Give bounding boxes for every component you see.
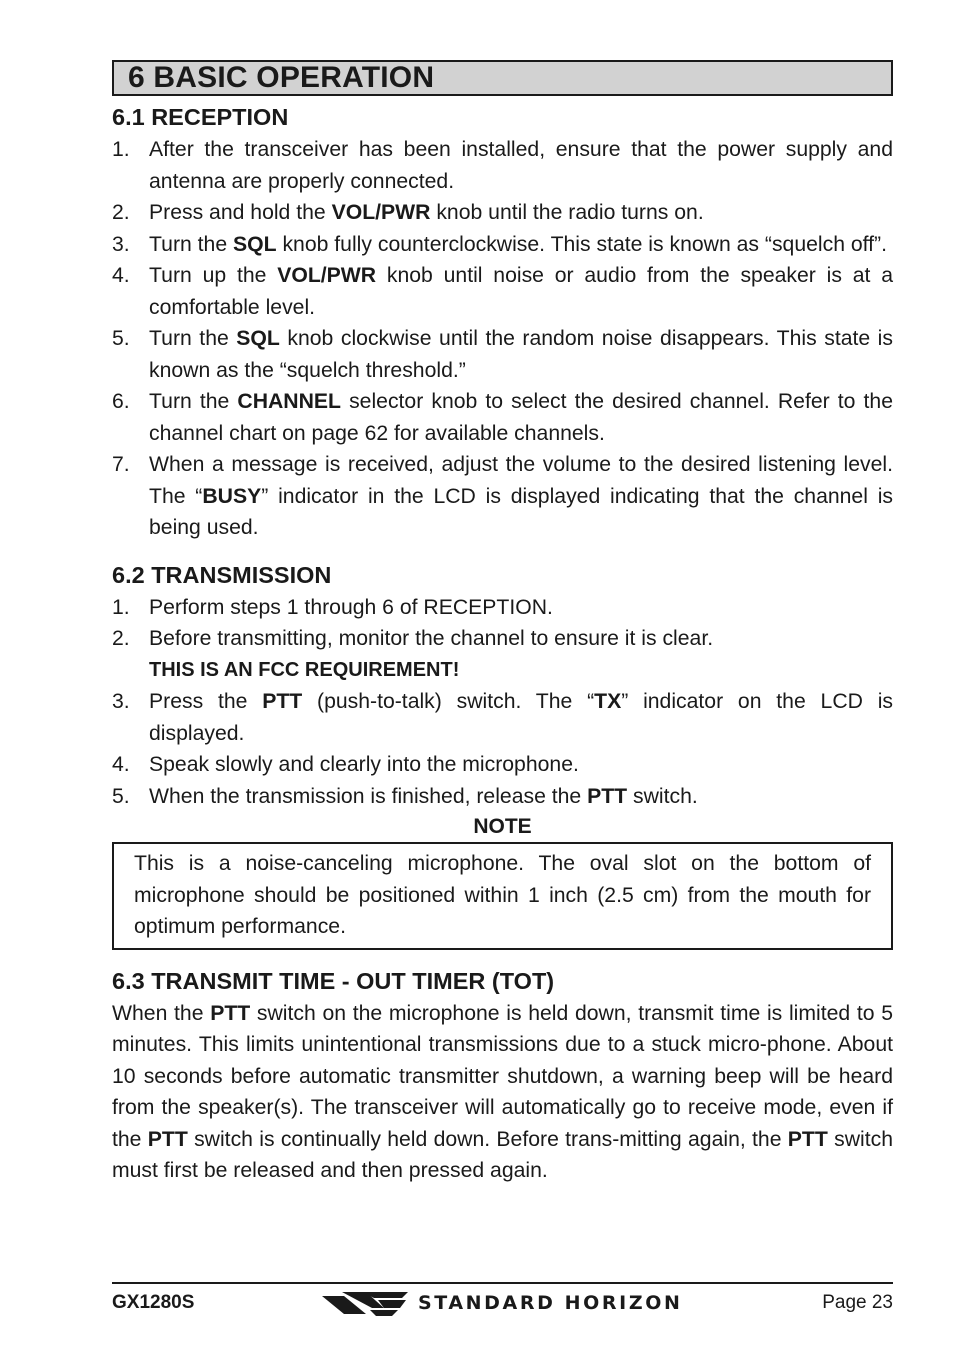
step-number: 7. [112,453,130,476]
step-text [149,138,893,193]
text-run: Turn up the [149,264,278,287]
section-heading-transmission: 6.2 TRANSMISSION [112,561,332,588]
text-run: switch is continually held down. Before trans-mitting again, the [187,1127,788,1151]
section-heading-tot: 6.3 TRANSMIT TIME - OUT TIMER (TOT) [112,967,555,994]
text-run: Turn the [149,390,238,413]
section-heading-reception: 6.1 RECEPTION [112,104,289,130]
text-run: knob fully counterclockwise. This state is known as “squelch off”. [276,232,887,256]
text-run: When the [112,1001,211,1025]
bold-term: TX [594,690,622,713]
list-item [112,323,893,386]
step-text [149,785,698,808]
step-text [149,690,893,745]
bold-term: PTT [147,1127,188,1151]
step-number: 1. [112,138,130,161]
text-run: When a message is received, adjust the volume to the desired listening level. The “ [149,453,893,508]
step-number: 5. [112,327,130,350]
bold-term: BUSY [202,484,262,508]
step-text [149,233,887,256]
footer-divider [112,1282,893,1284]
step-text [149,390,893,445]
standard-horizon-logo-icon [322,1290,410,1316]
text-run: knob until noise or audio from the speaker is at a comfortable level. [149,264,893,319]
page-number: Page 23 [822,1292,893,1313]
note-title: NOTE [473,815,532,838]
list-item [112,686,893,749]
bold-term: PTT [262,690,303,713]
text-run: selector knob to select the desired channel. Refer to the channel chart on page 62 for available channels. [149,390,893,445]
transmission-steps-list [112,592,893,813]
step-number: 4. [112,264,130,287]
note-text: This is a noise-canceling microphone. The oval slot on the bottom of microphone should be positioned within 1 inch (2.5 cm) from the mouth for optimum performance. [134,852,871,938]
text-run: (push-to-talk) switch. The “ [302,690,595,713]
bold-term: PTT [587,784,628,808]
step-text [149,453,893,539]
manual-page [112,60,893,1187]
text-run: Press the [149,690,263,713]
text-run: switch on the microphone is held down, transmit time is limited to 5 minutes. This limits unintentional transmissions due to a stuck micro-phone. About 10 seconds before automatic transmitter shutdown, a warning beep will be heard from the speaker(s). The transceiver will automatically go to receive mode, even if the [112,1001,893,1151]
bold-term: PTT [210,1001,251,1025]
tot-paragraph [112,998,893,1187]
text-run: After the transceiver has been installed, ensure that the power supply and antenna are properly connected. [149,138,893,193]
text-run: knob until the radio turns on. [430,201,704,224]
step-text [149,264,893,319]
step-text [149,201,704,224]
text-run: Before transmitting, monitor the channel to ensure it is clear. [149,627,714,650]
reception-steps-list [112,134,893,544]
step-text [149,753,579,776]
bold-term: VOL/PWR [331,201,431,224]
list-item [112,592,893,624]
step-number: 1. [112,595,130,619]
bold-term: VOL/PWR [277,264,377,287]
list-item [112,134,893,197]
list-item [112,260,893,323]
text-run: knob clockwise until the random noise disappears. This state is known as the “squelch threshold.” [149,327,893,382]
text-run: ” indicator in the LCD is displayed indicating that the channel is being used. [149,484,894,539]
list-item [112,386,893,449]
text-run: Perform steps 1 through 6 of RECEPTION. [149,595,553,619]
list-item [112,229,893,261]
text-run: Speak slowly and clearly into the microphone. [149,753,579,776]
text-run: When the transmission is finished, release the [149,784,588,808]
list-item [112,781,893,813]
step-text [149,327,893,382]
brand-name: STANDARD HORIZON [418,1292,683,1314]
list-item [112,623,893,686]
step-number: 5. [112,784,130,808]
bold-term: SQL [236,327,280,350]
footer-model: GX1280S [112,1292,195,1313]
step-number: 4. [112,753,130,776]
bold-term: PTT [787,1127,828,1151]
text-run: switch. [627,784,698,808]
note-box [112,842,893,950]
list-item [112,197,893,229]
step-number: 3. [112,690,130,713]
step-text [149,627,713,650]
step-number: 2. [112,627,130,650]
step-number: 6. [112,390,130,413]
step-text [149,596,553,619]
chapter-title: 6 BASIC OPERATION [112,60,893,96]
bold-term: SQL [233,232,277,256]
brand-logo [322,1287,682,1319]
text-run: switch must first be released and then pressed again. [112,1127,893,1182]
fcc-requirement-text: THIS IS AN FCC REQUIREMENT! [149,658,460,681]
list-item [112,749,893,781]
step-number: 2. [112,201,130,224]
step-number: 3. [112,232,130,256]
text-run: ” indicator on the LCD is displayed. [149,690,894,745]
text-run: Turn the [149,327,237,350]
text-run: Turn the [149,232,234,256]
bold-term: CHANNEL [237,390,341,413]
text-run: Press and hold the [149,201,332,224]
list-item [112,449,893,544]
